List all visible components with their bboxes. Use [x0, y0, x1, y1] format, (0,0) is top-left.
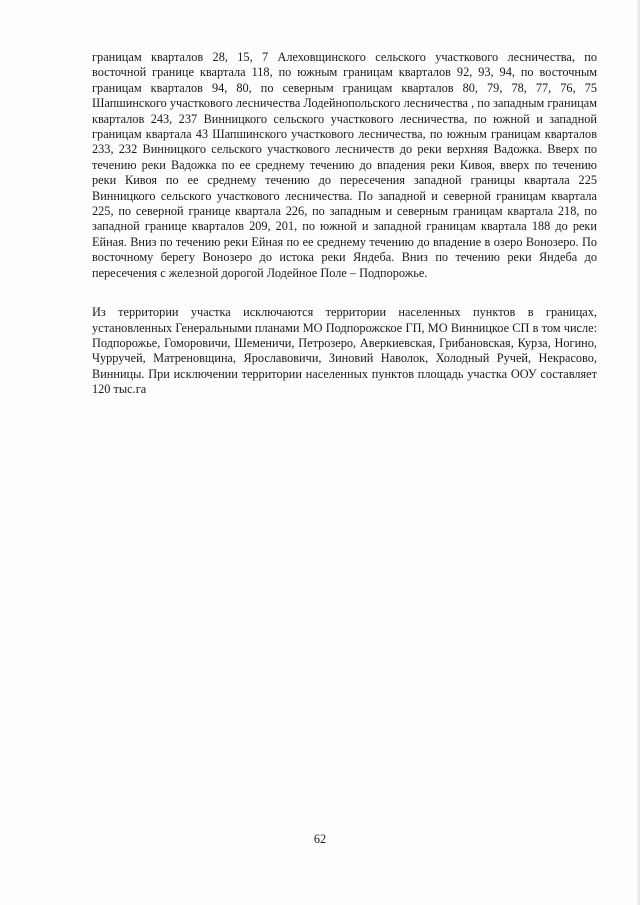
- paragraph-boundary-description: границам кварталов 28, 15, 7 Алеховщинского сельского участкового лесничества, по восточной границе квартала 118, по южным границам кварталов 92, 93, 94, по восточным границам кварталов 94, 80, по северным границам кварталов 80, 79, 78, 77, 76, 75 Шапшинского участкового лесничества Лодейнопольского лесничества , по западным границам кварталов 243, 237 Винницкого сельского участкового лесничества, по южной и западной границам квартала 43 Шапшинского участкового лесничества, по южным границам кварталов 233, 232 Винницкого сельского участкового лесничеств до реки верхняя Вадожка. Вверх по течению реки Вадожка по ее среднему течению до впадения реки Кивоя, вверх по течению реки Кивоя по ее среднему течению до пересечения западной границы квартала 225 Винницкого сельского участкового лесничества. По западной и северной границам квартала 225, по северной границе квартала 226, по западным и северным границам квартала 218, по западной границе кварталов 209, 201, по южной и западной границам квартала 188 до реки Ейная. Вниз по течению реки Ейная по ее среднему течению до впадение в озеро Вонозеро. По восточному берегу Вонозеро до истока реки Яндеба. Вниз по течению реки Яндеба до пересечения с железной дорогой Лодейное Поле – Подпорожье.: [92, 50, 597, 280]
- page-number: 62: [313, 832, 327, 846]
- paragraph-exclusions: Из территории участка исключаются территории населенных пунктов в границах, установленных Генеральными планами МО Подпорожское ГП, МО Винницкое СП в том числе: Подпорожье, Гоморовичи, Шеменичи, Петрозеро, Аверкиевская, Грибановская, Курза, Ногино, Чурручей, Матреновщина, Ярославовичи, Зиновий Наволок, Холодный Ручей, Некрасово, Винницы. При исключении территории населенных пунктов площадь участка ООУ составляет 120 тыс.га: [92, 305, 597, 397]
- text-body: [92, 50, 597, 398]
- paragraph-spacer: [92, 281, 597, 305]
